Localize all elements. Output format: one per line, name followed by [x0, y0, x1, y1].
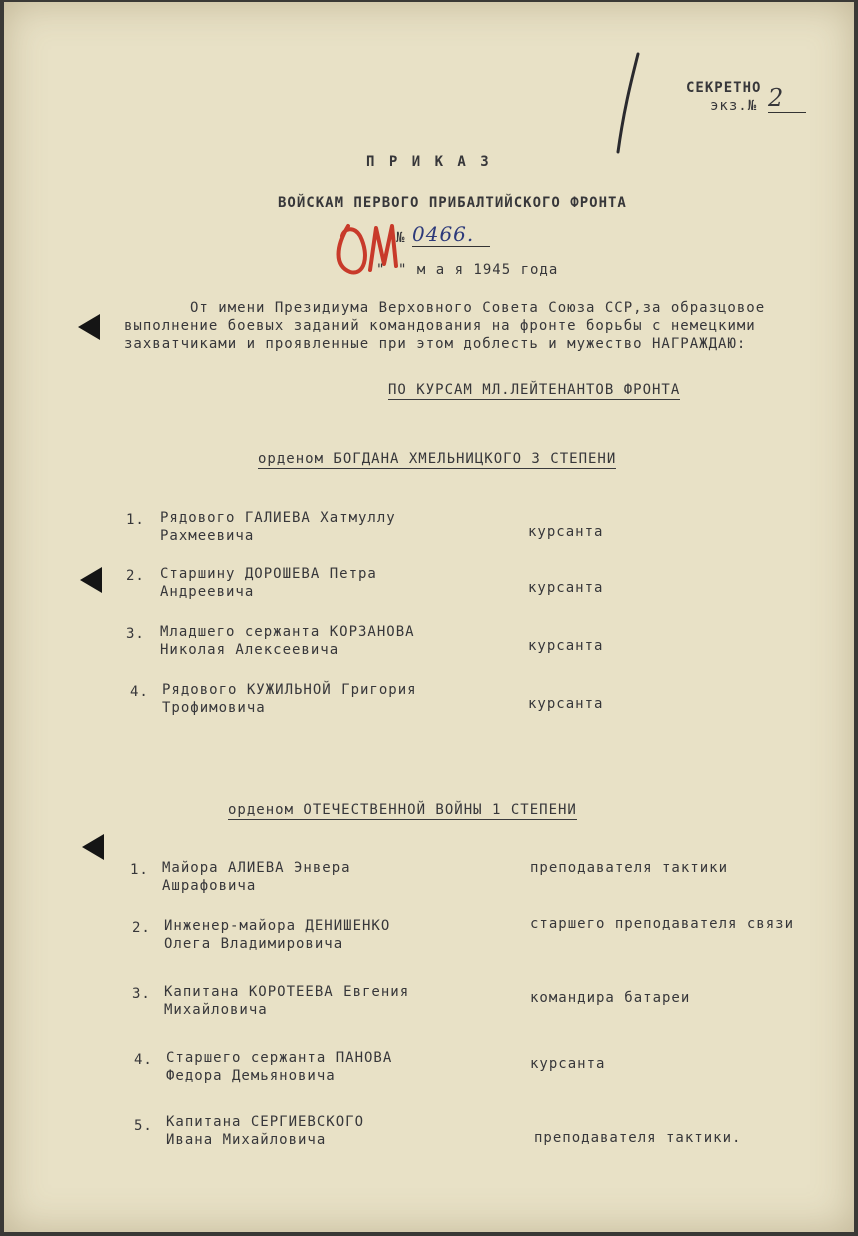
order-number: 0466.: [412, 222, 490, 247]
list-item-number: 5.: [134, 1118, 153, 1134]
award-heading: орденом ОТЕЧЕСТВЕННОЙ ВОЙНЫ 1 СТЕПЕНИ: [228, 802, 577, 818]
list-item-number: 3.: [132, 986, 151, 1002]
list-item-number: 2.: [132, 920, 151, 936]
secret-label: СЕКРЕТНО: [686, 80, 762, 96]
page-subtitle: ВОЙСКАМ ПЕРВОГО ПРИБАЛТИЙСКОГО ФРОНТА: [278, 195, 627, 211]
order-number-prefix: №: [396, 230, 406, 246]
list-item-number: 3.: [126, 626, 145, 642]
list-item-name-cont: Ивана Михайловича: [166, 1132, 327, 1148]
list-item-name-cont: Михайловича: [164, 1002, 268, 1018]
list-item-name-cont: Николая Алексеевича: [160, 642, 340, 658]
date-text: " м а я 1945 года: [398, 262, 559, 278]
list-item-name-cont: Рахмеевича: [160, 528, 255, 544]
list-item-name-cont: Ашрафовича: [162, 878, 257, 894]
copy-number: 2: [768, 84, 806, 113]
document-page: [4, 2, 854, 1232]
copy-label: экз.№: [710, 98, 758, 114]
date-quote: ": [376, 262, 386, 278]
list-item-role: командира батареи: [530, 990, 691, 1006]
list-item-name: Капитана СЕРГИЕВСКОГО: [166, 1114, 365, 1130]
list-item-role: преподавателя тактики.: [534, 1130, 742, 1146]
list-item-number: 1.: [126, 512, 145, 528]
list-item-name: Рядового КУЖИЛЬНОЙ Григория: [162, 682, 417, 698]
list-item-name-cont: Трофимовича: [162, 700, 266, 716]
list-item-role: курсанта: [530, 1056, 606, 1072]
list-item-name: Майора АЛИЕВА Энвера: [162, 860, 351, 876]
list-item-role: курсанта: [528, 696, 604, 712]
list-item-role: курсанта: [528, 524, 604, 540]
list-item-number: 1.: [130, 862, 149, 878]
page-title: П Р И К А З: [366, 154, 492, 170]
list-item-role: старшего преподавателя связи: [530, 916, 795, 932]
list-item-role: курсанта: [528, 580, 604, 596]
list-item-name-cont: Андреевича: [160, 584, 255, 600]
list-item-name: Младшего сержанта КОРЗАНОВА: [160, 624, 415, 640]
list-item-number: 4.: [134, 1052, 153, 1068]
preamble-line: От имени Президиума Верховного Совета Союза ССР,за образцовое: [190, 300, 766, 316]
list-item-role: преподавателя тактики: [530, 860, 729, 876]
award-heading: орденом БОГДАНА ХМЕЛЬНИЦКОГО 3 СТЕПЕНИ: [258, 451, 617, 467]
handwritten-mark: [604, 48, 654, 158]
list-item-name-cont: Федора Демьяновича: [166, 1068, 336, 1084]
list-item-name: Старшего сержанта ПАНОВА: [166, 1050, 393, 1066]
preamble-line: выполнение боевых заданий командования на фронте борьбы с немецкими: [124, 318, 756, 334]
list-item-role: курсанта: [528, 638, 604, 654]
list-item-name-cont: Олега Владимировича: [164, 936, 344, 952]
preamble-line: захватчиками и проявленные при этом доблесть и мужество НАГРАЖДАЮ:: [124, 336, 747, 352]
list-item-name: Инженер-майора ДЕНИШЕНКО: [164, 918, 391, 934]
list-item-name: Рядового ГАЛИЕВА Хатмуллу: [160, 510, 396, 526]
list-item-number: 2.: [126, 568, 145, 584]
list-item-name: Капитана КОРОТЕЕВА Евгения: [164, 984, 410, 1000]
list-item-number: 4.: [130, 684, 149, 700]
unit-heading: ПО КУРСАМ МЛ.ЛЕЙТЕНАНТОВ ФРОНТА: [388, 382, 681, 398]
list-item-name: Старшину ДОРОШЕВА Петра: [160, 566, 377, 582]
